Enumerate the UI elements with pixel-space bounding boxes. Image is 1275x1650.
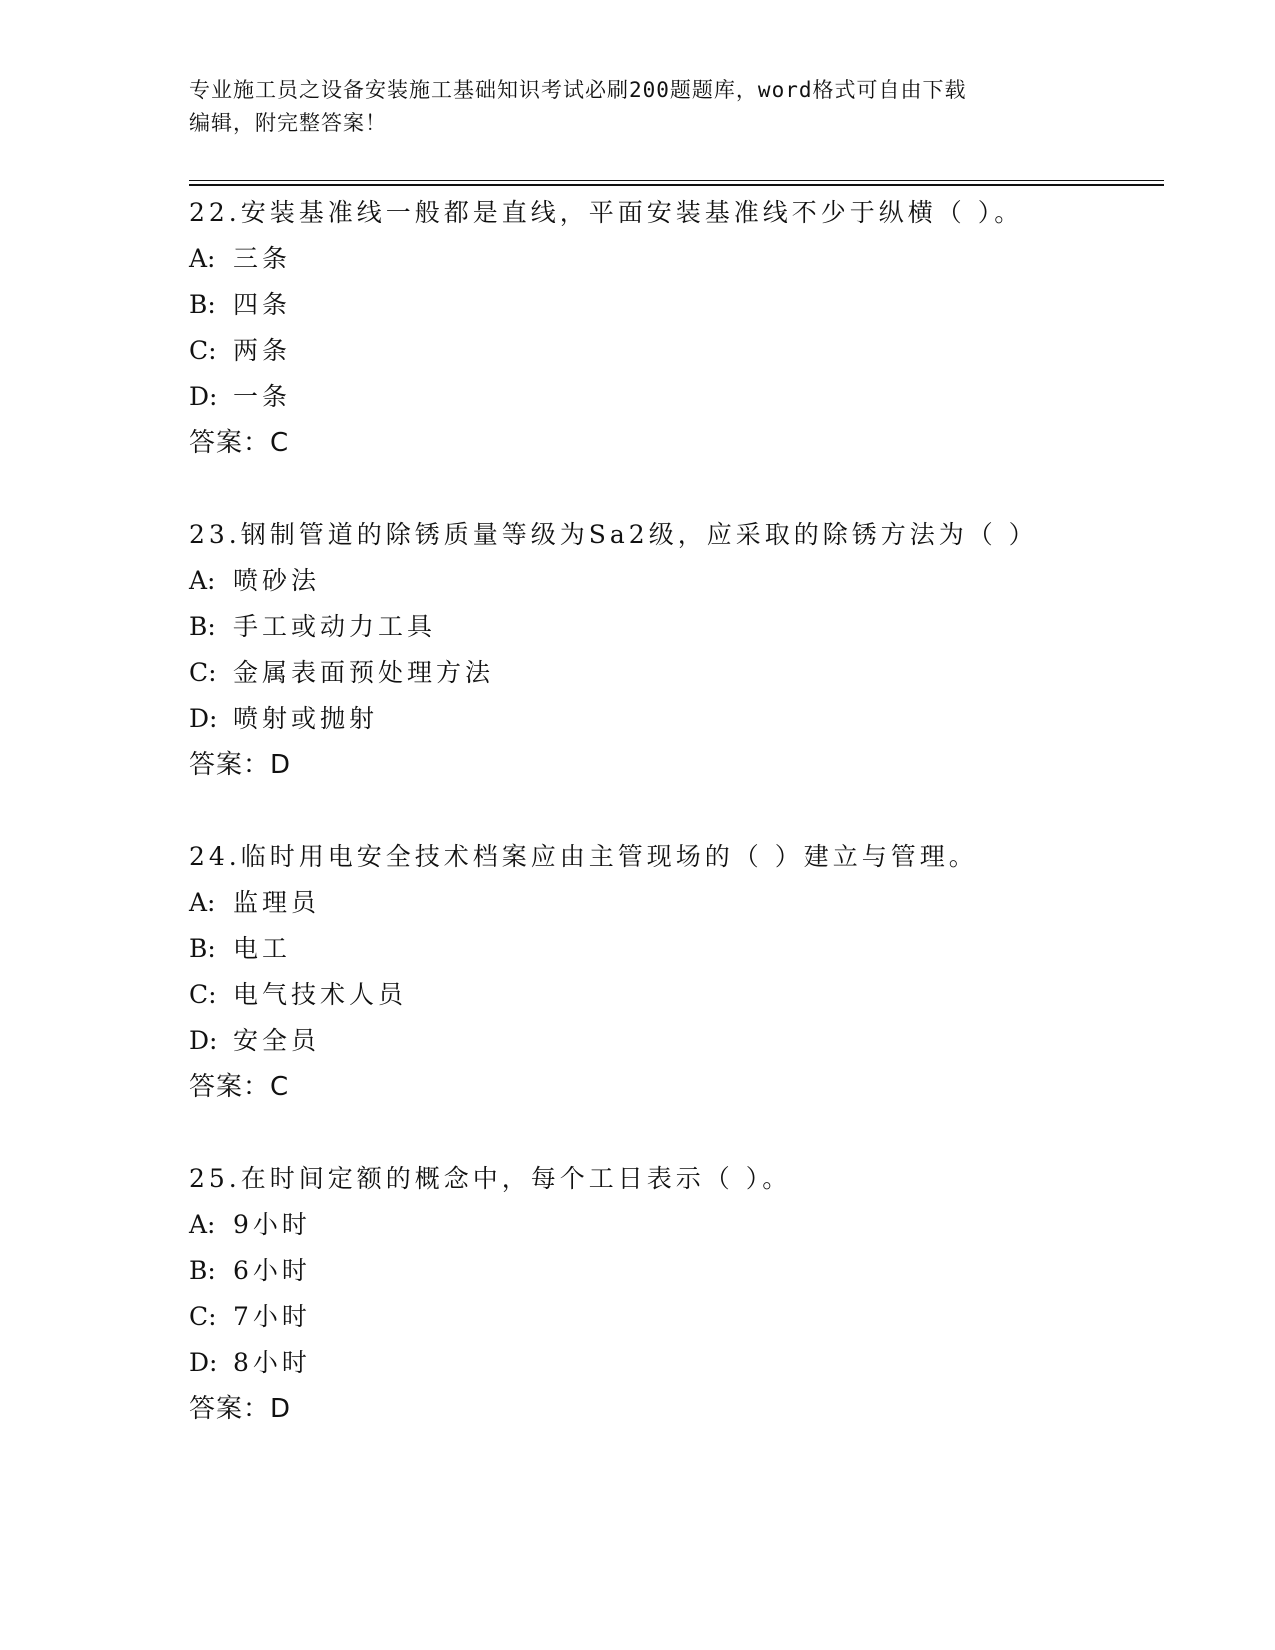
option-text: 喷射或抛射 (233, 704, 379, 733)
option-text: 一条 (233, 382, 292, 411)
option-letter: C: (189, 980, 217, 1009)
option-c (189, 650, 1169, 696)
option-c (189, 1294, 1169, 1340)
option-b (189, 604, 1169, 650)
option-letter: C: (189, 336, 217, 365)
option-text: 7小时 (233, 1302, 311, 1331)
option-a (189, 236, 1169, 282)
header-divider-thick (189, 184, 1164, 186)
option-text: 安全员 (233, 1026, 321, 1055)
option-letter: B: (189, 934, 216, 963)
option-text: 电气技术人员 (233, 980, 408, 1009)
option-text: 8小时 (233, 1348, 311, 1377)
question-stem: 22.安装基准线一般都是直线，平面安装基准线不少于纵横（ ）。 (189, 198, 1024, 227)
document-header (189, 74, 1089, 140)
answer-line: 答案：D (189, 1394, 292, 1424)
question-item (189, 834, 1169, 1110)
header-title-line-2: 编辑，附完整答案！ (189, 111, 387, 135)
option-text: 手工或动力工具 (233, 612, 437, 641)
option-text: 喷砂法 (233, 566, 321, 595)
option-letter: D: (189, 1026, 218, 1055)
option-letter: A: (189, 888, 216, 917)
option-b (189, 282, 1169, 328)
option-letter: C: (189, 1302, 217, 1331)
question-item (189, 1156, 1169, 1432)
option-text: 9小时 (233, 1210, 311, 1239)
answer-line: 答案：D (189, 750, 292, 780)
answer-line: 答案：C (189, 1072, 290, 1102)
option-b (189, 926, 1169, 972)
option-letter: D: (189, 382, 218, 411)
question-stem: 25.在时间定额的概念中，每个工日表示（ ）。 (189, 1164, 792, 1193)
option-text: 四条 (233, 290, 292, 319)
option-text: 两条 (233, 336, 292, 365)
option-letter: D: (189, 1348, 218, 1377)
option-text: 电工 (233, 934, 292, 963)
option-a (189, 880, 1169, 926)
header-divider-thin (189, 180, 1164, 181)
option-letter: B: (189, 612, 216, 641)
option-letter: A: (189, 566, 216, 595)
option-d (189, 374, 1169, 420)
option-letter: B: (189, 1256, 216, 1285)
option-text: 三条 (233, 244, 292, 273)
option-letter: D: (189, 704, 218, 733)
option-a (189, 558, 1169, 604)
answer-line: 答案：C (189, 428, 290, 458)
option-d (189, 696, 1169, 742)
option-d (189, 1018, 1169, 1064)
option-letter: A: (189, 1210, 216, 1239)
header-title-line-1: 专业施工员之设备安装施工基础知识考试必刷200题题库，word格式可自由下载 (189, 78, 967, 102)
question-stem: 24.临时用电安全技术档案应由主管现场的（ ）建立与管理。 (189, 842, 978, 871)
option-letter: A: (189, 244, 216, 273)
option-letter: C: (189, 658, 217, 687)
option-text: 监理员 (233, 888, 321, 917)
question-item (189, 190, 1169, 466)
option-letter: B: (189, 290, 216, 319)
option-c (189, 972, 1169, 1018)
question-stem: 23.钢制管道的除锈质量等级为Sa2级，应采取的除锈方法为（ ） (189, 520, 1038, 549)
option-text: 金属表面预处理方法 (233, 658, 495, 687)
option-b (189, 1248, 1169, 1294)
option-c (189, 328, 1169, 374)
option-d (189, 1340, 1169, 1386)
question-item (189, 512, 1169, 788)
option-a (189, 1202, 1169, 1248)
question-list (189, 190, 1169, 1478)
option-text: 6小时 (233, 1256, 311, 1285)
